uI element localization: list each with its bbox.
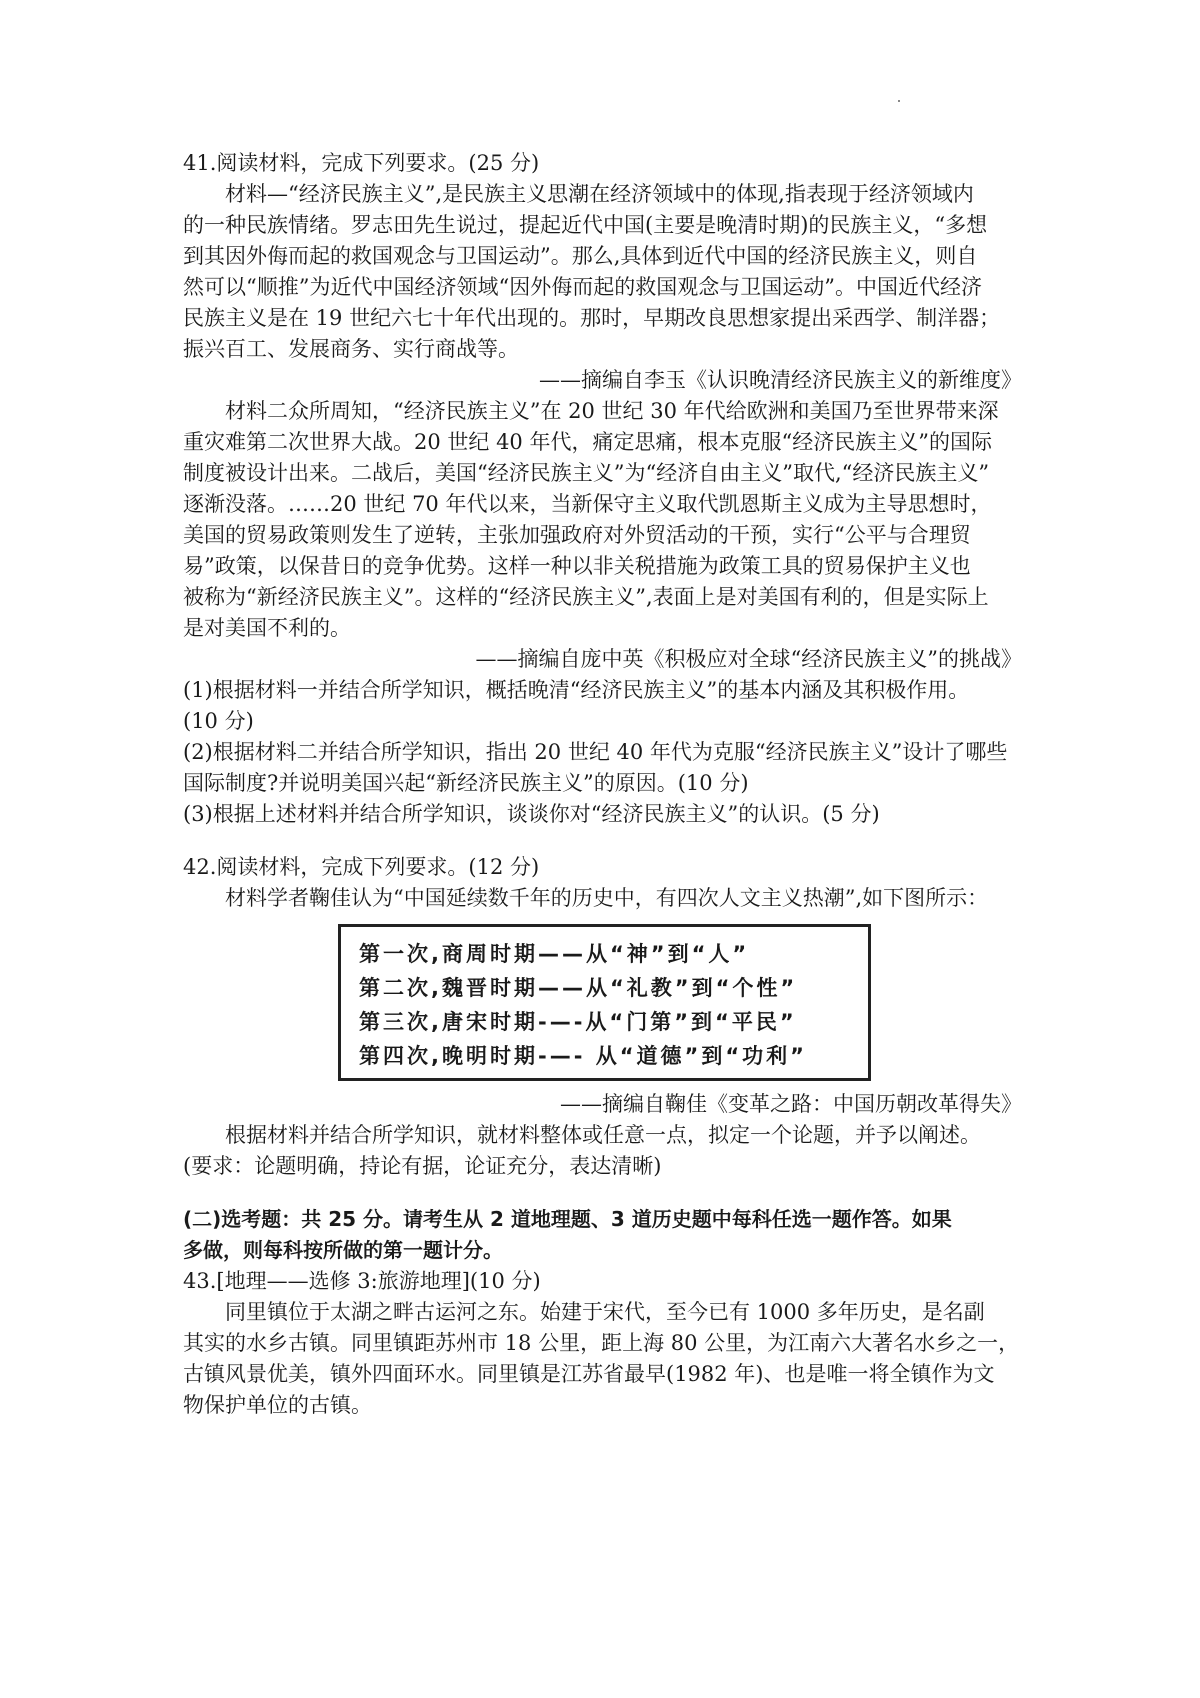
exam-page	[183, 148, 1028, 1421]
q42-figure-row: 第四次,晚明时期-—- 从“道德”到“功利”	[359, 1044, 807, 1068]
q41-material2-line: 材料二众所周知，“经济民族主义”在 20 世纪 30 年代给欧洲和美国乃至世界带来深	[225, 399, 999, 423]
q42-title: 42.阅读材料，完成下列要求。(12 分)	[183, 855, 540, 879]
q41-material1-line: 民族主义是在 19 世纪六七十年代出现的。那时，早期改良思想家提出采西学、制洋器；	[183, 306, 1001, 330]
q41-material2	[183, 396, 1028, 644]
q43-title: 43.[地理——选修 3:旅游地理](10 分)	[183, 1269, 541, 1293]
q41-material2-line: 被称为“新经济民族主义”。这样的“经济民族主义”,表面上是对美国有利的，但是实际上	[183, 585, 989, 609]
q41-question-line: (1)根据材料一并结合所学知识，概括晚清“经济民族主义”的基本内涵及其积极作用。	[183, 678, 970, 702]
q41-material2-line: 逐渐没落。……20 世纪 70 年代以来，当新保守主义取代凯恩斯主义成为主导思想时，	[183, 492, 992, 516]
q41-question-line: 国际制度?并说明美国兴起“新经济民族主义”的原因。(10 分)	[183, 771, 749, 795]
q43-text-line: 同里镇位于太湖之畔古运河之东。始建于宋代，至今已有 1000 多年历史，是名副	[225, 1300, 985, 1324]
section2-heading: 多做，则每科按所做的第一题计分。	[183, 1238, 503, 1262]
q41-material1-line: 到其因外侮而起的救国观念与卫国运动”。那么,具体到近代中国的经济民族主义，则自	[183, 244, 978, 268]
q41-material2-line: 易”政策，以保昔日的竞争优势。这样一种以非关税措施为政策工具的贸易保护主义也	[183, 554, 971, 578]
q42-figure-box	[338, 924, 871, 1081]
q42-source: ——摘编自鞠佳《变革之路：中国历朝改革得失》	[560, 1092, 1022, 1116]
q41-material2-line: 美国的贸易政策则发生了逆转，主张加强政府对外贸活动的干预，实行“公平与合理贸	[183, 523, 971, 547]
q41-questions	[183, 675, 1028, 830]
q41-material1	[183, 179, 1028, 365]
q41-material2-line: 重灾难第二次世界大战。20 世纪 40 年代，痛定思痛，根本克服“经济民族主义”的国际	[183, 430, 992, 454]
scan-speck	[898, 100, 900, 102]
section2-heading: (二)选考题：共 25 分。请考生从 2 道地理题、3 道历史题中每科任选一题作答。如果	[183, 1207, 952, 1231]
q41-title: 41.阅读材料，完成下列要求。(25 分)	[183, 151, 540, 175]
q42-intro: 材料学者鞠佳认为“中国延续数千年的历史中，有四次人文主义热潮”,如下图所示：	[225, 886, 989, 910]
q43-text-line: 物保护单位的古镇。	[183, 1393, 372, 1417]
q41-question-line: (3)根据上述材料并结合所学知识，谈谈你对“经济民族主义”的认识。(5 分)	[183, 802, 880, 826]
q41-source2: ——摘编自庞中英《积极应对全球“经济民族主义”的挑战》	[475, 647, 1022, 671]
q42-task-line: (要求：论题明确，持论有据，论证充分，表达清晰)	[183, 1154, 662, 1178]
q42-figure-row: 第一次,商周时期——从“神”到“人”	[359, 942, 750, 966]
q41-question-line: (10 分)	[183, 709, 254, 733]
q42-task-line: 根据材料并结合所学知识，就材料整体或任意一点，拟定一个论题，并予以阐述。	[225, 1123, 981, 1147]
q41-material2-line: 是对美国不利的。	[183, 616, 351, 640]
q42-figure-row: 第三次,唐宋时期-—-从“门第”到“平民”	[359, 1010, 797, 1034]
q41-material1-line: 振兴百工、发展商务、实行商战等。	[183, 337, 519, 361]
q41-material1-line: 的一种民族情绪。罗志田先生说过，提起近代中国(主要是晚清时期)的民族主义，“多想	[183, 213, 988, 237]
q42-figure-row: 第二次,魏晋时期——从“礼教”到“个性”	[359, 976, 798, 1000]
q41-material1-line: 材料—“经济民族主义”,是民族主义思潮在经济领域中的体现,指表现于经济领域内	[225, 182, 974, 206]
q43-text-line: 其实的水乡古镇。同里镇距苏州市 18 公里，距上海 80 公里，为江南六大著名水乡之一，	[183, 1331, 1020, 1355]
q41-material1-line: 然可以“顺推”为近代中国经济领域“因外侮而起的救国观念与卫国运动”。中国近代经济	[183, 275, 982, 299]
q43-text-line: 古镇风景优美，镇外四面环水。同里镇是江苏省最早(1982 年)、也是唯一将全镇作为文	[183, 1362, 995, 1386]
q41-material2-line: 制度被设计出来。二战后，美国“经济民族主义”为“经济自由主义”取代,“经济民族主义”	[183, 461, 990, 485]
q43-text	[183, 1297, 1028, 1421]
q41-question-line: (2)根据材料二并结合所学知识，指出 20 世纪 40 年代为克服“经济民族主义”设计了哪些	[183, 740, 1008, 764]
q41-source1: ——摘编自李玉《认识晚清经济民族主义的新维度》	[539, 368, 1022, 392]
